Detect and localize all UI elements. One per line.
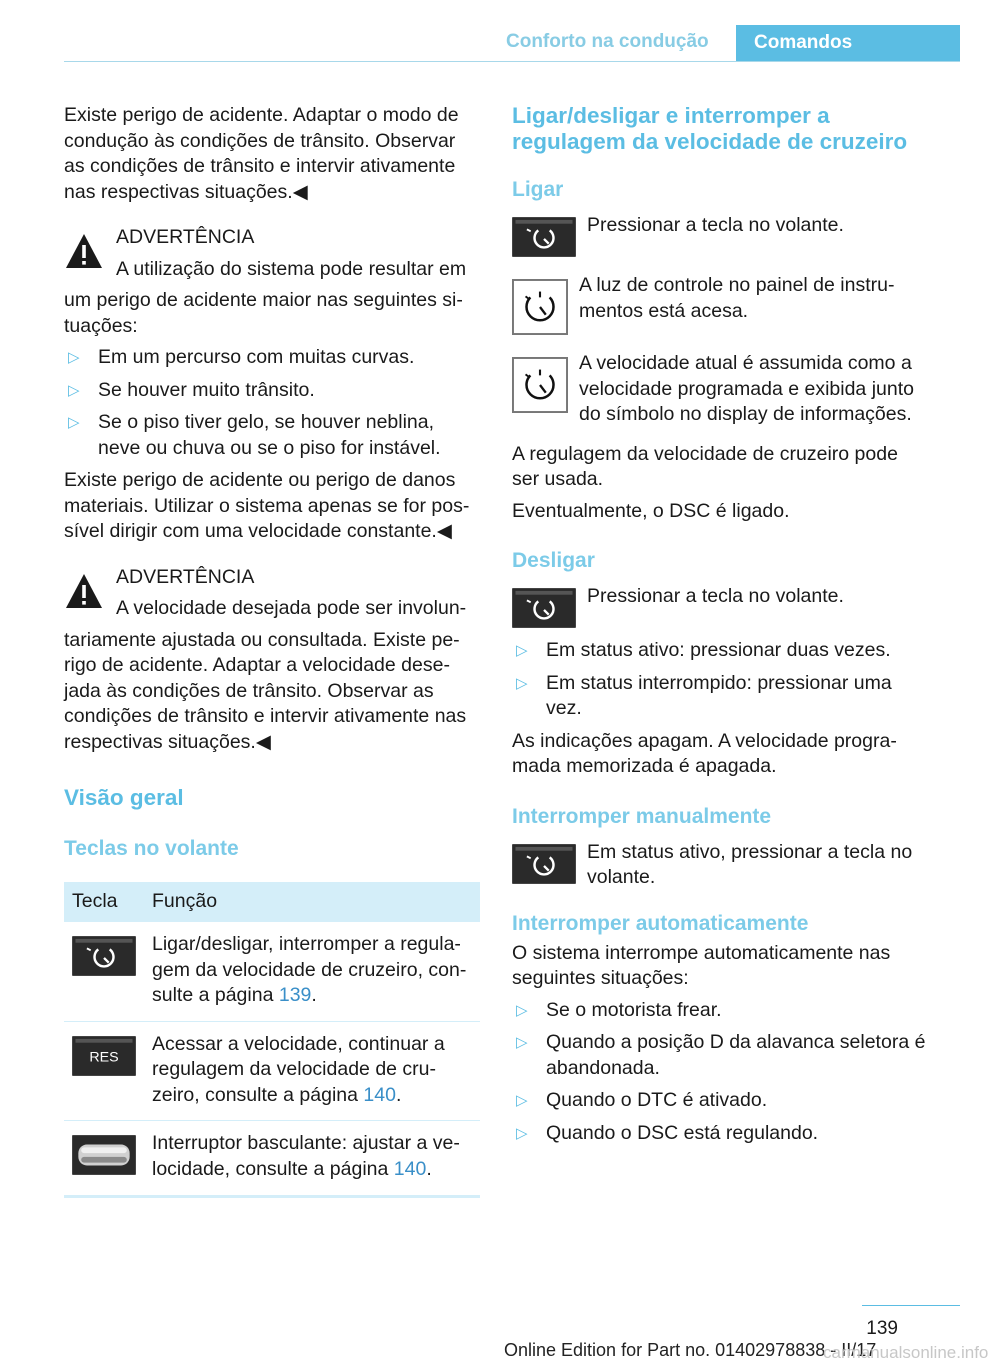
header-section-title: Conforto na condução [506,31,709,52]
on-press-text: Pressionar a tecla no volante. [587,214,844,236]
bullet-arrow-icon: ▷ [516,1001,528,1019]
header-rule [64,61,960,62]
edition-note: Online Edition for Part no. 01402978838 - II/17 [504,1340,877,1360]
warning-closing-1: Existe perigo de acidente ou perigo de danos materiais. Utilizar o sistema apenas se for possível dirigir com uma velocidade constante.◀ [64,469,470,542]
bullet-arrow-icon: ▷ [68,381,80,399]
cruise-control-key-icon [72,936,136,976]
list-item: ▷ Quando o DTC é ativado. [512,1088,930,1114]
cruise-control-key-icon [512,588,576,628]
warning-text-2: tariamente ajustada ou consultada. Existe perigo de acidente. Adaptar a velocidade desejada às condições de trânsito. Observar as condições de trânsito e intervir ativamente nas respectivas situações.◀ [64,628,467,753]
on-lamp-text: A luz de controle no painel de instrumentos está acesa. [579,274,895,322]
manual-heading: Interromper manualmente [512,804,772,828]
warning-list-1 [64,345,480,461]
warning-first-line-1: A utilização do sistema pode resultar em [116,257,467,280]
list-item: ▷ Quando a posição D da alavanca seletora é abandonada. [516,1031,926,1079]
header-chapter-tab [736,25,960,62]
on-usable-text: A regulagem da velocidade de cruzeiro pode ser usada. [512,442,898,490]
cruise-control-key-icon [512,217,576,257]
header-chapter-label: Comandos [754,32,853,53]
off-press-text: Pressionar a tecla no volante. [587,585,844,607]
table-header-function: Função [144,882,480,922]
page-link[interactable]: 140 [363,1083,396,1106]
keys-table [64,882,480,1198]
svg-text:RES: RES [89,1049,119,1066]
off-press-row [512,584,930,624]
manual-press-row [512,840,930,891]
on-lamp-row [512,273,930,331]
warning-triangle-icon [64,571,104,611]
bullet-arrow-icon: ▷ [516,1034,528,1051]
cruise-control-lamp-icon [512,279,568,335]
list-item: ▷ Em um percurso com muitas curvas. [64,345,480,371]
warning-block-1 [64,211,480,545]
warning-triangle-icon [64,231,104,271]
cruise-control-display-icon [512,357,568,413]
list-item: ▷ Em status ativo: pressionar duas vezes. [512,638,930,664]
bullet-arrow-icon: ▷ [516,674,528,692]
table-row [64,1021,480,1121]
on-speed-text: A velocidade atual é assumida como a velocidade programada e exibida junto do símbolo no display de informações. [579,352,914,425]
warning-title-2: ADVERTÊNCIA [116,565,255,588]
bullet-arrow-icon: ▷ [516,1124,528,1142]
list-item: ▷ Se o motorista frear. [512,998,930,1024]
bullet-arrow-icon: ▷ [68,349,80,366]
page-link[interactable]: 139 [278,984,312,1006]
warning-block-2 [64,551,480,756]
rocker-switch-icon [72,1135,136,1175]
table-row [64,922,480,1021]
auto-heading: Interromper automaticamente [512,911,809,935]
auto-text: O sistema interrompe automaticamente nas seguintes situações: [512,941,891,989]
off-note-text: As indicações apagam. A velocidade programada memorizada é apagada. [512,729,897,777]
page-link[interactable]: 140 [393,1157,427,1180]
list-item: ▷ Se o piso tiver gelo, se houver neblina, neve ou chuva ou se o piso for instável. [68,411,441,459]
on-heading: Ligar [512,178,564,201]
on-dsc-text: Eventualmente, o DSC é ligado. [512,499,790,522]
table-row [64,1121,480,1197]
footer-rule [862,1305,960,1306]
cruise-control-heading: Ligar/desligar e interromper a regulagem da velocidade de cruzeiro [512,103,908,154]
table-header-key: Tecla [64,882,144,922]
watermark: carmanualsonline.info [823,1343,988,1362]
warning-title-1: ADVERTÊNCIA [116,226,255,248]
res-key-icon [72,1036,136,1076]
off-list [512,638,930,722]
bullet-arrow-icon: ▷ [516,642,528,659]
on-speed-row [512,351,930,428]
table-cell-function: Ligar/desligar, interromper a regulagem da velocidade de cruzeiro, consulte a página 139. [144,922,480,1021]
table-cell-function: Interruptor basculante: ajustar a velocidade, consulte a página 140. [144,1121,480,1197]
off-heading: Desligar [512,549,595,572]
cruise-control-key-icon [512,844,576,884]
list-item: ▷ Se houver muito trânsito. [64,378,480,404]
page-number: 139 [866,1318,898,1339]
auto-list [512,998,930,1147]
overview-heading: Visão geral [64,785,184,810]
manual-text: Em status ativo, pressionar a tecla no volante. [587,840,913,888]
warning-text-1: um perigo de acidente maior nas seguintes situações: [64,289,463,337]
bullet-arrow-icon: ▷ [516,1092,528,1109]
warning-first-line-2: A velocidade desejada pode ser involun- [116,597,467,619]
intro-paragraph: Existe perigo de acidente. Adaptar o modo de condução às condições de trânsito. Observar as condições de trânsito e intervir ativamente nas respectivas situações.◀ [64,104,459,203]
keys-heading: Teclas no volante [64,837,239,860]
left-column [64,103,480,1198]
list-item: ▷ Quando o DSC está regulando. [512,1121,930,1147]
table-cell-function: Acessar a velocidade, continuar a regulagem da velocidade de cruzeiro, consulte a página 140. [144,1021,480,1121]
right-column [512,103,930,1153]
bullet-arrow-icon: ▷ [68,414,80,431]
on-press-row [512,213,930,253]
list-item: ▷ Em status interrompido: pressionar uma vez. [516,671,892,719]
